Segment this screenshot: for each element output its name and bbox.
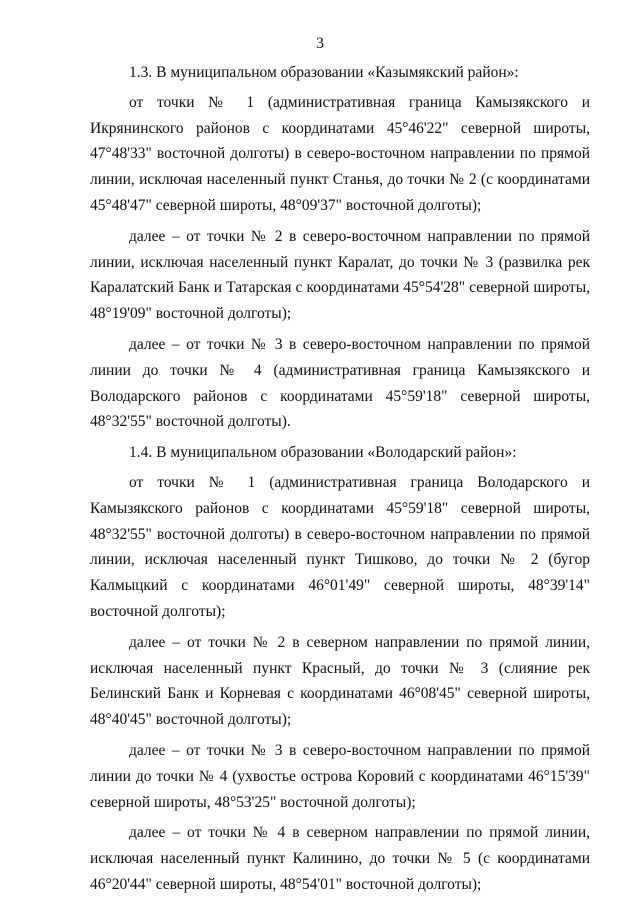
section-heading-1-4: 1.4. В муниципальном образовании «Володарский район»:	[129, 444, 517, 462]
paragraph: от точки № 1 (административная граница Камызякского и Икрянинского районов с координатами 45°46'22" северной широты, 47°48'33" восточной долготы) в северо-восточном направлении по прямой линии, исключая населенный пункт Станья, до точки № 2 (с координатами 45°48'47" северной широты, 48°09'37" восточной долготы);	[90, 93, 590, 214]
page-number: 3	[316, 35, 324, 52]
paragraph: далее – от точки № 3 в северо-восточном направлении по прямой линии до точки № 4 (ухвостье острова Коровий с координатами 46°15'39" северной широты, 48°53'25" восточной долготы);	[90, 741, 590, 811]
paragraph: далее – от точки № 2 в северном направлении по прямой линии, исключая населенный пункт Красный, до точки № 3 (слияние рек Белинский Банк и Корневая с координатами 46°08'45" северной широты, 48°40'45" восточной долготы);	[90, 633, 590, 729]
paragraph: далее – от точки № 4 в северном направлении по прямой линии, исключая населенный пункт Калинино, до точки № 5 (с координатами 46°20'44" северной широты, 48°54'01" восточной долготы);	[90, 824, 590, 893]
paragraph: от точки № 1 (административная граница Володарского и Камызякского районов с координатами 45°59'18" северной широты, 48°32'55" восточной долготы) в северо-восточном направлении по прямой линии, исключая населенный пункт Тишково, до точки № 2 (бугор Калмыцкий с координатами 46°01'49" северной широты, 48°39'14" восточной долготы);	[90, 473, 590, 620]
document-body	[90, 60, 590, 903]
paragraph: далее – от точки № 3 в северо-восточном направлении по прямой линии до точки № 4 (административная граница Камызякского и Володарского районов с координатами 45°59'18" северной широты, 48°32'55" восточной долготы).	[90, 335, 590, 431]
section-heading-1-3: 1.3. В муниципальном образовании «Казымякский район»:	[129, 64, 519, 81]
paragraph: далее – от точки № 2 в северо-восточном направлении по прямой линии, исключая населенный пункт Каралат, до точки № 3 (развилка рек Каралатский Банк и Татарская с координатами 45°54'28" северной широты, 48°19'09" восточной долготы);	[90, 227, 590, 323]
